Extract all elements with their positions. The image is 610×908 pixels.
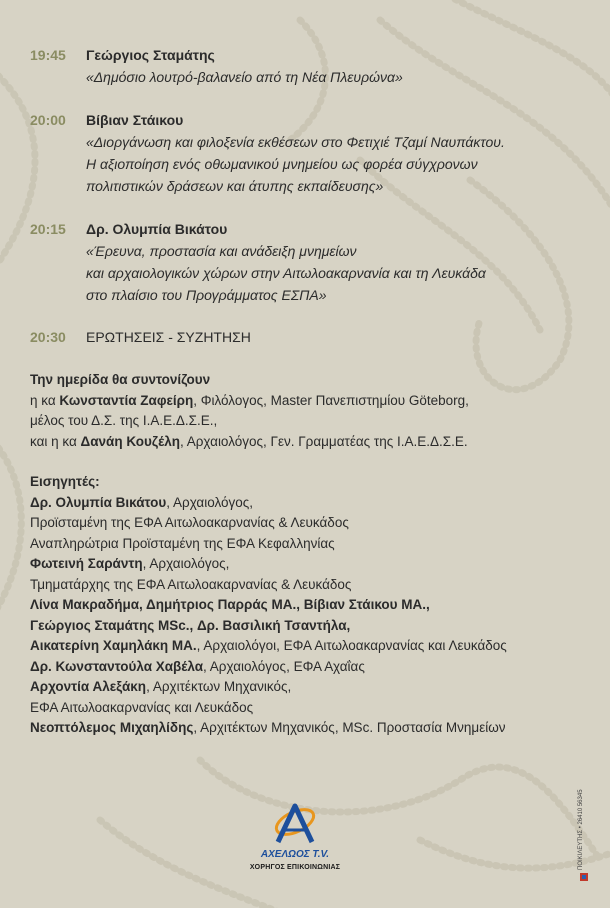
talk-title-line: Η αξιοποίηση ενός οθωμανικού μνημείου ως φορέα σύγχρονων	[86, 156, 478, 172]
speaker-line	[30, 636, 590, 657]
speaker-name: Δρ. Κωνσταντούλα Χαβέλα	[30, 658, 204, 674]
text: , Αρχιτέκτων Μηχανικός,	[146, 679, 292, 694]
speaker-name: Δρ. Ολυμπία Βικάτου	[30, 494, 167, 510]
talk-title-line: «Διοργάνωση και φιλοξενία εκθέσεων στο Φετιχιέ Τζαμί Ναυπάκτου.	[86, 134, 505, 150]
speaker-line	[30, 554, 590, 575]
time-label: 19:45	[30, 47, 66, 63]
speaker-name: Αρχοντία Αλεξάκη	[30, 679, 147, 694]
moderator-line	[30, 432, 590, 453]
speaker-name: Βίβιαν Στάικου	[86, 112, 184, 128]
talk-title-line: και αρχαιολογικών χώρων στην Αιτωλοακαρνανία και τη Λευκάδα	[86, 265, 486, 281]
speaker-names: Γεώργιος Σταμάτης MSc., Δρ. Βασιλική Τσαντήλα,	[30, 617, 351, 633]
speaker-line: Αναπληρώτρια Προϊσταμένη της ΕΦΑ Κεφαλληνίας	[30, 535, 335, 551]
moderator-line: μέλος του Δ.Σ. της Ι.Α.Ε.Δ.Σ.Ε.,	[30, 413, 218, 428]
printer-mark-icon	[580, 873, 588, 881]
text: η κα	[30, 392, 60, 408]
acheloos-logo-icon	[240, 800, 350, 862]
sponsor-logo	[240, 800, 350, 880]
text: , Αρχαιολόγος,	[142, 556, 230, 571]
text: , Αρχαιολόγος, ΕΦΑ Αχαΐας	[203, 658, 365, 674]
speaker-line	[30, 493, 590, 514]
text: , Αρχαιολόγος, Γεν. Γραμματέας της Ι.Α.Ε.Δ.Σ.Ε.	[179, 433, 468, 449]
speaker-line: ΕΦΑ Αιτωλοακαρνανίας και Λευκάδος	[30, 699, 254, 715]
speaker-name: Αικατερίνη Χαμηλάκη ΜΑ.	[30, 638, 197, 653]
moderators-section	[30, 370, 590, 452]
text: , Αρχαιολόγος,	[166, 494, 254, 510]
speaker-line	[30, 595, 590, 616]
speaker-name: Φωτεινή Σαράντη	[30, 556, 143, 571]
discussion-label: ΕΡΩΤΗΣΕΙΣ - ΣΥΖΗΤΗΣΗ	[86, 329, 251, 345]
printer-credit: ΠΟΙΚΙΛΕΥΤΗΣ • 26410 56345	[578, 789, 584, 870]
time-label: 20:30	[30, 329, 66, 345]
moderators-heading: Την ημερίδα θα συντονίζουν	[30, 372, 211, 387]
speaker-name: Γεώργιος Σταμάτης	[86, 47, 215, 63]
text: , Αρχαιολόγοι, ΕΦΑ Αιτωλοακαρνανίας και Λευκάδος	[196, 638, 507, 653]
speaker-names: Λίνα Μακραδήμα, Δημήτριος Παρράς ΜΑ., Βίβιαν Στάικου ΜΑ.,	[30, 597, 430, 612]
speaker-line	[30, 616, 590, 637]
speaker-name: Νεοπτόλεμος Μιχαηλίδης	[30, 720, 194, 735]
logo-text: ΑΧΕΛΩΟΣ Τ.V.	[260, 849, 330, 860]
speakers-heading: Εισηγητές:	[30, 474, 100, 489]
speaker-name: Δρ. Ολυμπία Βικάτου	[86, 221, 228, 237]
text: και η κα	[30, 433, 81, 449]
time-label: 20:15	[30, 221, 66, 237]
text: , Αρχιτέκτων Μηχανικός, MSc. Προστασία Μνημείων	[193, 720, 506, 735]
moderator-name: Κωνσταντία Ζαφείρη	[59, 392, 194, 408]
speaker-line	[30, 718, 590, 739]
speakers-section	[30, 472, 590, 739]
speaker-line	[30, 677, 590, 698]
speaker-line	[30, 657, 590, 678]
talk-title-line: «Έρευνα, προστασία και ανάδειξη μνημείων	[86, 243, 357, 259]
speaker-line: Προϊσταμένη της ΕΦΑ Αιτωλοακαρνανίας & Λευκάδος	[30, 515, 349, 530]
moderator-line	[30, 391, 590, 412]
moderator-name: Δανάη Κουζέλη	[80, 433, 180, 449]
text: , Φιλόλογος, Master Πανεπιστημίου Göteborg,	[193, 392, 469, 408]
sponsor-caption: ΧΟΡΗΓΟΣ ΕΠΙΚΟΙΝΩΝΙΑΣ	[249, 864, 341, 871]
talk-title-line: «Δημόσιο λουτρό-βαλανείο από τη Νέα Πλευρώνα»	[86, 69, 403, 85]
time-label: 20:00	[30, 112, 66, 128]
talk-title-line: στο πλαίσιο του Προγράμματος ΕΣΠΑ»	[86, 287, 327, 303]
talk-title-line: πολιτιστικών δράσεων και άτυπης εκπαίδευσης»	[86, 178, 384, 194]
speaker-line: Τμηματάρχης της ΕΦΑ Αιτωλοακαρνανίας & Λευκάδος	[30, 576, 352, 592]
